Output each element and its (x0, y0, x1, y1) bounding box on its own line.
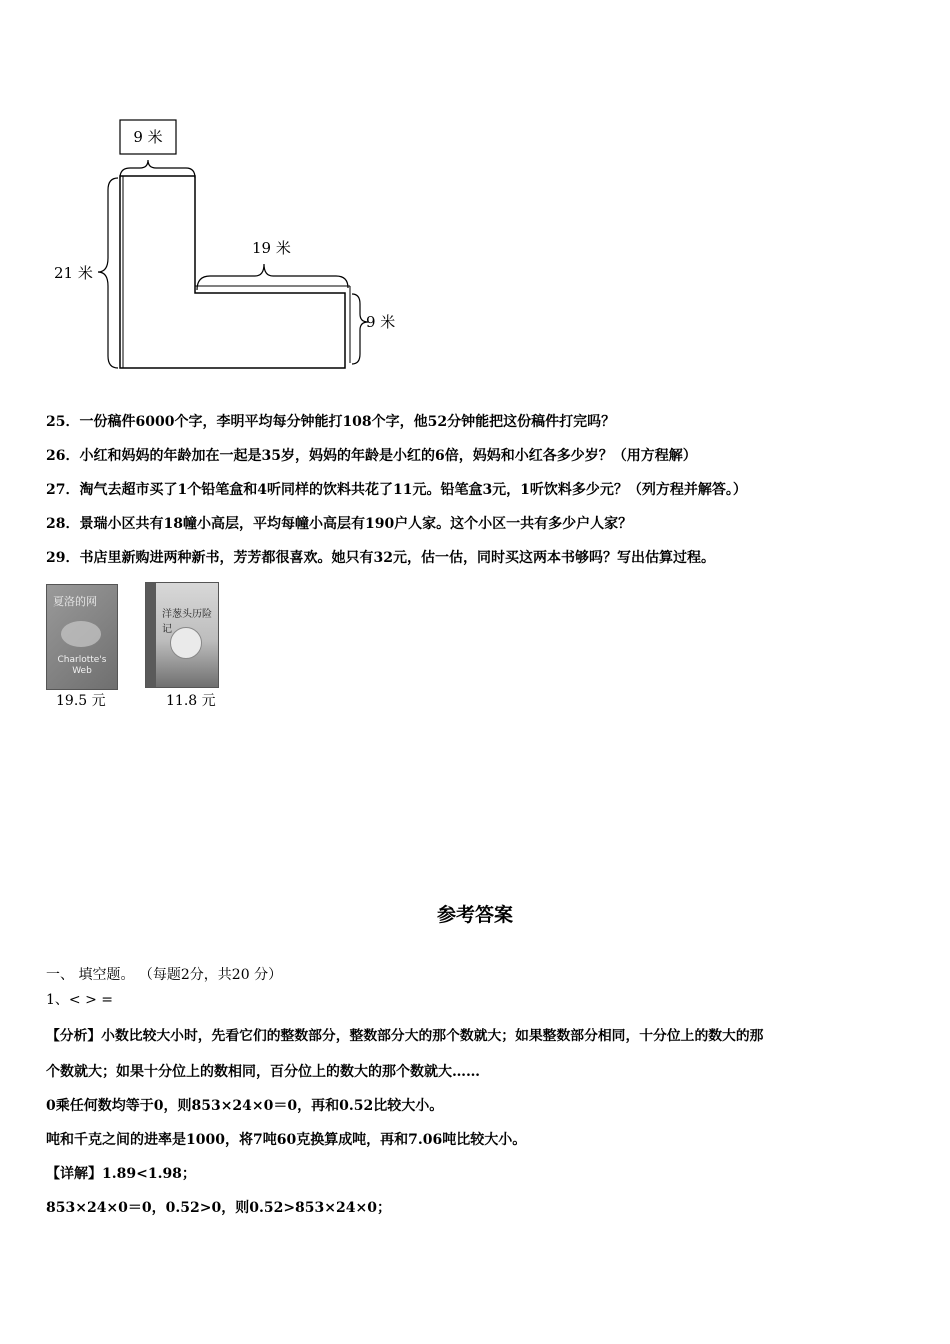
left-height-label: 21 米 (54, 264, 93, 282)
ton-conversion-line: 吨和千克之间的进率是1000，将7吨60克换算成吨，再和7.06吨比较大小。 (46, 1132, 527, 1148)
book-title: 洋葱头历险记 (162, 609, 212, 635)
answer-1: 1、< > = (46, 992, 113, 1008)
book-illustration (170, 627, 202, 659)
question-27: 27．淘气去超市买了1个铅笔盒和4听同样的饮料共花了11元。铅笔盒3元，1听饮料多少元？（列方程并解答。） (46, 482, 747, 498)
zero-rule-line: 0乘任何数均等于0，则853×24×0＝0，再和0.52比较大小。 (46, 1098, 444, 1114)
question-25: 25．一份稿件6000个字，李明平均每分钟能打108个字，他52分钟能把这份稿件打完吗？ (46, 414, 616, 430)
book-price-1: 19.5 元 (56, 693, 106, 709)
top-width-label: 9 米 (133, 128, 163, 146)
detail-line: 【详解】1.89<1.98； (46, 1166, 196, 1182)
book-subtitle: Charlotte's Web (57, 655, 107, 676)
left-brace (98, 178, 118, 368)
question-26: 26．小红和妈妈的年龄加在一起是35岁，妈妈的年龄是小红的6倍，妈妈和小红各多少岁？（用方程解） (46, 448, 697, 464)
answers-title: 参考答案 (436, 904, 513, 926)
book-illustration (61, 621, 101, 647)
analysis-line-2: 个数就大；如果十分位上的数相同，百分位上的数大的那个数就大…… (46, 1064, 480, 1080)
section-heading: 一、 填空题。 （每题2分，共20 分） (46, 967, 283, 983)
book-price-2: 11.8 元 (166, 693, 216, 709)
book-spine-stripe (146, 583, 156, 687)
question-28: 28．景瑞小区共有18幢小高层，平均每幢小高层有190户人家。这个小区一共有多少户人家？ (46, 516, 633, 532)
l-shape-outline (120, 176, 345, 368)
l-shape-figure (40, 108, 420, 383)
comparison-line: 853×24×0＝0，0.52>0，则0.52>853×24×0； (46, 1200, 391, 1216)
right-height-label: 9 米 (366, 313, 396, 331)
middle-width-label: 19 米 (252, 239, 291, 257)
book-onion-adventure (145, 582, 219, 688)
analysis-line-1: 【分析】小数比较大小时，先看它们的整数部分，整数部分大的那个数就大；如果整数部分相同，十分位上的数大的那 (46, 1028, 764, 1044)
book-title: 夏洛的网 (53, 595, 97, 608)
book-charlottes-web (46, 584, 118, 690)
question-29: 29．书店里新购进两种新书，芳芳都很喜欢。她只有32元，估一估，同时买这两本书够吗？写出估算过程。 (46, 550, 715, 566)
